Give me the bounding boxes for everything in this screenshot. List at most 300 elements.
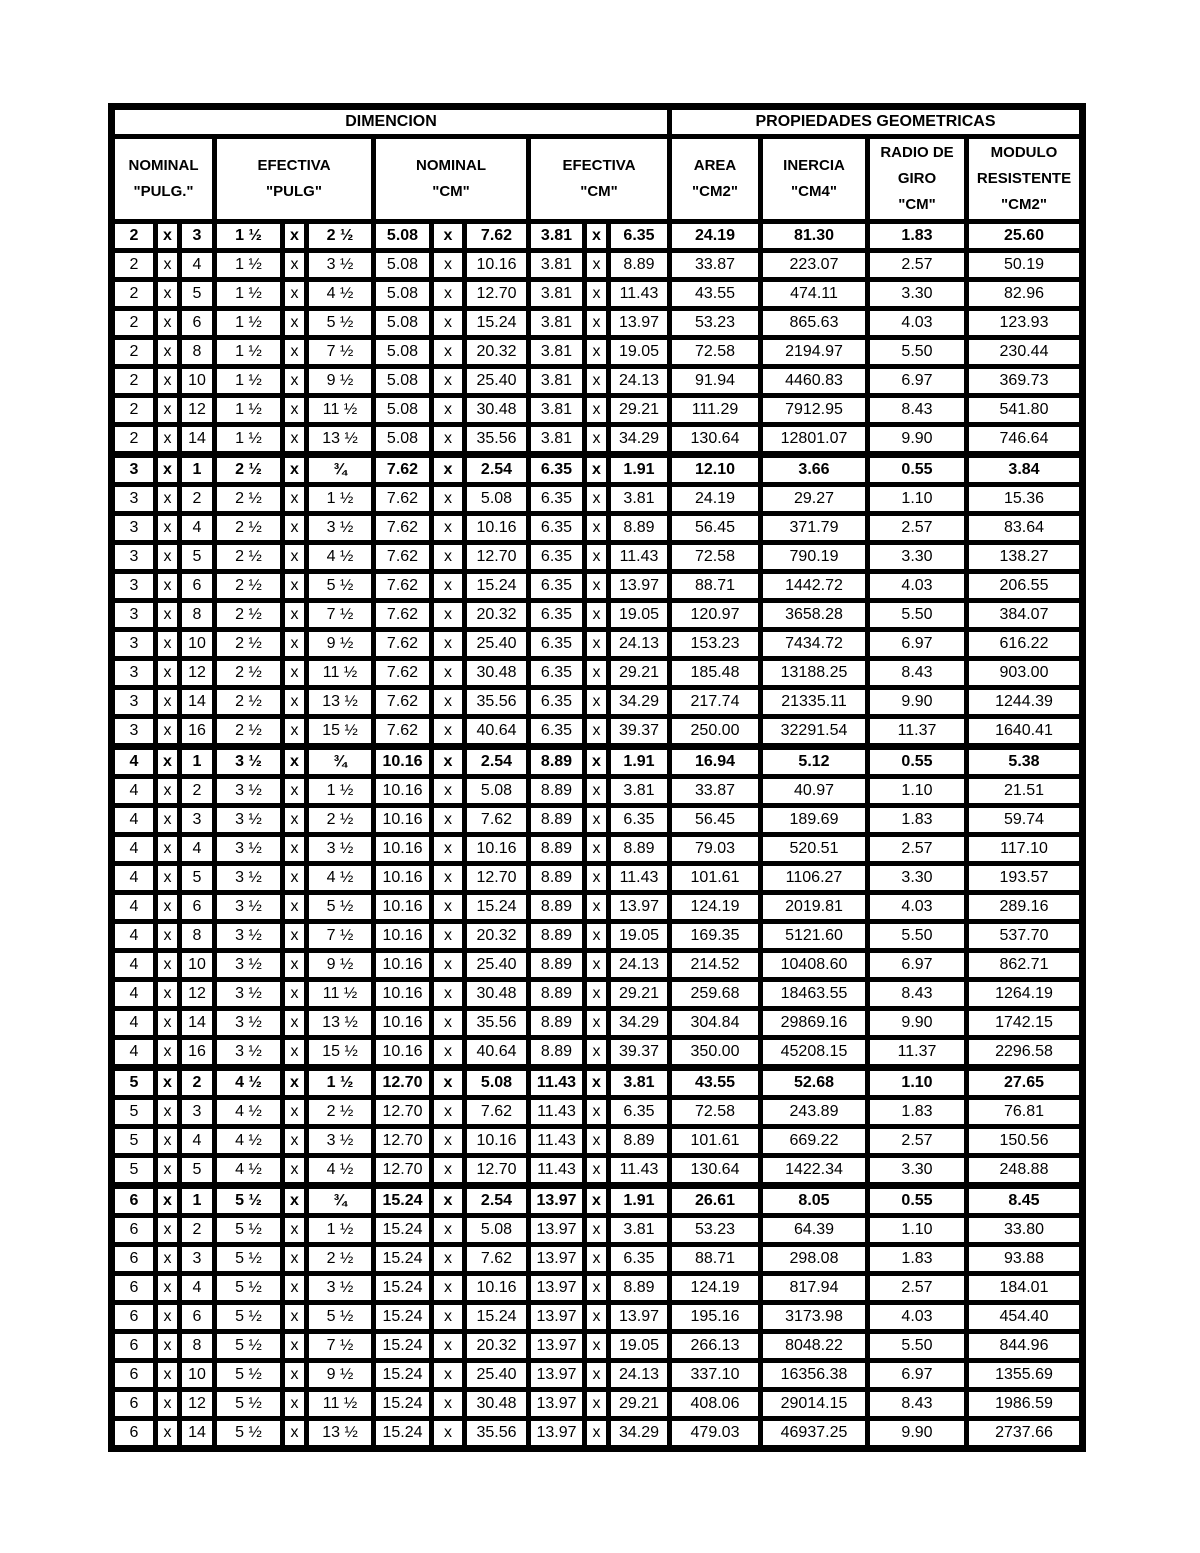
cell-efectiva-in-1: 1 ½	[216, 368, 281, 394]
x-separator: x	[284, 631, 305, 657]
cell-nominal-cm-1: 10.16	[375, 747, 430, 775]
cell-radio-giro: 8.43	[869, 981, 965, 1007]
cell-modulo: 93.88	[968, 1246, 1080, 1272]
cell-area: 43.55	[671, 1068, 759, 1096]
cell-efectiva-cm-2: 6.35	[610, 1099, 668, 1125]
lumber-properties-table	[108, 103, 1086, 1452]
cell-efectiva-cm-1: 13.97	[530, 1186, 583, 1214]
x-separator: x	[284, 778, 305, 804]
table-row	[114, 718, 1080, 744]
cell-inercia: 371.79	[762, 515, 866, 541]
cell-nominal-cm-1: 15.24	[375, 1391, 430, 1417]
x-separator: x	[586, 1039, 607, 1065]
x-separator: x	[284, 1186, 305, 1214]
cell-radio-giro: 3.30	[869, 1157, 965, 1183]
x-separator: x	[433, 1010, 463, 1036]
header-line: RESISTENTE	[976, 170, 1072, 187]
cell-efectiva-in-2: 15 ½	[308, 1039, 372, 1065]
cell-efectiva-in-2: 4 ½	[308, 1157, 372, 1183]
cell-efectiva-in-1: 2 ½	[216, 544, 281, 570]
cell-nominal-cm-1: 10.16	[375, 807, 430, 833]
cell-area: 120.97	[671, 602, 759, 628]
table-row	[114, 339, 1080, 365]
cell-area: 101.61	[671, 865, 759, 891]
cell-inercia: 12801.07	[762, 426, 866, 452]
cell-efectiva-in-2: 2 ½	[308, 807, 372, 833]
cell-nominal-cm-2: 5.08	[466, 486, 527, 512]
cell-nominal-cm-1: 7.62	[375, 486, 430, 512]
x-separator: x	[586, 747, 607, 775]
x-separator: x	[284, 1157, 305, 1183]
cell-nominal-in-2: 10	[181, 952, 213, 978]
x-separator: x	[586, 1362, 607, 1388]
cell-efectiva-in-2: 7 ½	[308, 923, 372, 949]
x-separator: x	[433, 1246, 463, 1272]
cell-radio-giro: 8.43	[869, 1391, 965, 1417]
x-separator: x	[433, 1157, 463, 1183]
table-row	[114, 631, 1080, 657]
cell-efectiva-in-1: 2 ½	[216, 455, 281, 483]
cell-nominal-in-2: 1	[181, 455, 213, 483]
cell-inercia: 520.51	[762, 836, 866, 862]
x-separator: x	[586, 426, 607, 452]
header-line: "CM2"	[1001, 196, 1047, 213]
cell-efectiva-cm-1: 11.43	[530, 1099, 583, 1125]
cell-nominal-in-1: 3	[114, 515, 154, 541]
cell-nominal-in-1: 4	[114, 1039, 154, 1065]
cell-inercia: 474.11	[762, 281, 866, 307]
cell-efectiva-in-2: 7 ½	[308, 1333, 372, 1359]
cell-nominal-in-2: 3	[181, 807, 213, 833]
cell-area: 169.35	[671, 923, 759, 949]
cell-inercia: 223.07	[762, 252, 866, 278]
cell-nominal-cm-1: 7.62	[375, 455, 430, 483]
x-separator: x	[157, 1099, 178, 1125]
cell-modulo: 1264.19	[968, 981, 1080, 1007]
cell-nominal-in-2: 16	[181, 718, 213, 744]
x-separator: x	[586, 544, 607, 570]
x-separator: x	[586, 1246, 607, 1272]
cell-inercia: 46937.25	[762, 1420, 866, 1446]
x-separator: x	[284, 952, 305, 978]
cell-radio-giro: 8.43	[869, 397, 965, 423]
cell-efectiva-cm-1: 13.97	[530, 1333, 583, 1359]
table-row	[114, 1391, 1080, 1417]
x-separator: x	[433, 865, 463, 891]
cell-modulo: 5.38	[968, 747, 1080, 775]
cell-nominal-cm-2: 2.54	[466, 1186, 527, 1214]
cell-efectiva-in-1: 3 ½	[216, 952, 281, 978]
cell-nominal-cm-1: 12.70	[375, 1128, 430, 1154]
cell-nominal-cm-1: 15.24	[375, 1304, 430, 1330]
cell-inercia: 669.22	[762, 1128, 866, 1154]
cell-efectiva-cm-1: 8.89	[530, 807, 583, 833]
cell-inercia: 16356.38	[762, 1362, 866, 1388]
cell-nominal-cm-2: 25.40	[466, 952, 527, 978]
cell-inercia: 3.66	[762, 455, 866, 483]
x-separator: x	[157, 894, 178, 920]
header-line: EFECTIVA	[562, 157, 636, 174]
cell-efectiva-cm-2: 3.81	[610, 778, 668, 804]
cell-radio-giro: 3.30	[869, 281, 965, 307]
header-inercia	[762, 138, 866, 220]
cell-inercia: 45208.15	[762, 1039, 866, 1065]
cell-efectiva-in-1: 4 ½	[216, 1128, 281, 1154]
x-separator: x	[586, 397, 607, 423]
cell-nominal-cm-2: 20.32	[466, 602, 527, 628]
cell-nominal-cm-1: 5.08	[375, 252, 430, 278]
cell-efectiva-in-1: 4 ½	[216, 1157, 281, 1183]
cell-efectiva-cm-2: 13.97	[610, 310, 668, 336]
cell-efectiva-cm-1: 8.89	[530, 923, 583, 949]
cell-modulo: 82.96	[968, 281, 1080, 307]
cell-radio-giro: 4.03	[869, 1304, 965, 1330]
cell-nominal-in-1: 2	[114, 281, 154, 307]
header-line: "CM"	[898, 196, 936, 213]
cell-nominal-cm-1: 7.62	[375, 689, 430, 715]
cell-inercia: 2019.81	[762, 894, 866, 920]
cell-nominal-in-1: 3	[114, 718, 154, 744]
x-separator: x	[157, 426, 178, 452]
cell-efectiva-cm-1: 13.97	[530, 1362, 583, 1388]
cell-efectiva-in-2: 3 ½	[308, 1275, 372, 1301]
x-separator: x	[433, 368, 463, 394]
cell-nominal-in-2: 1	[181, 1186, 213, 1214]
cell-efectiva-cm-1: 8.89	[530, 894, 583, 920]
x-separator: x	[284, 1099, 305, 1125]
cell-efectiva-cm-1: 6.35	[530, 515, 583, 541]
cell-nominal-in-2: 6	[181, 894, 213, 920]
x-separator: x	[586, 1010, 607, 1036]
cell-radio-giro: 6.97	[869, 952, 965, 978]
cell-efectiva-cm-2: 24.13	[610, 368, 668, 394]
table-row	[114, 865, 1080, 891]
x-separator: x	[284, 1304, 305, 1330]
cell-modulo: 76.81	[968, 1099, 1080, 1125]
cell-nominal-cm-2: 25.40	[466, 368, 527, 394]
cell-efectiva-in-2: 13 ½	[308, 1420, 372, 1446]
cell-nominal-in-1: 2	[114, 368, 154, 394]
cell-nominal-cm-2: 20.32	[466, 1333, 527, 1359]
cell-area: 33.87	[671, 778, 759, 804]
cell-efectiva-cm-2: 11.43	[610, 544, 668, 570]
cell-nominal-in-2: 5	[181, 544, 213, 570]
cell-nominal-cm-2: 12.70	[466, 865, 527, 891]
cell-modulo: 50.19	[968, 252, 1080, 278]
cell-nominal-in-2: 14	[181, 689, 213, 715]
cell-nominal-in-1: 2	[114, 310, 154, 336]
cell-nominal-cm-1: 5.08	[375, 281, 430, 307]
header-efectiva-pulg	[216, 138, 372, 220]
cell-nominal-in-1: 6	[114, 1217, 154, 1243]
cell-radio-giro: 1.10	[869, 778, 965, 804]
table-row	[114, 778, 1080, 804]
cell-nominal-in-2: 2	[181, 1068, 213, 1096]
cell-efectiva-in-1: 4 ½	[216, 1099, 281, 1125]
header-line: EFECTIVA	[257, 157, 331, 174]
x-separator: x	[586, 1217, 607, 1243]
x-separator: x	[586, 1128, 607, 1154]
x-separator: x	[586, 1391, 607, 1417]
cell-efectiva-cm-1: 11.43	[530, 1068, 583, 1096]
x-separator: x	[433, 807, 463, 833]
cell-area: 53.23	[671, 1217, 759, 1243]
x-separator: x	[433, 631, 463, 657]
x-separator: x	[157, 1068, 178, 1096]
x-separator: x	[586, 631, 607, 657]
x-separator: x	[157, 747, 178, 775]
x-separator: x	[433, 778, 463, 804]
cell-nominal-in-1: 3	[114, 689, 154, 715]
cell-efectiva-in-1: 5 ½	[216, 1275, 281, 1301]
x-separator: x	[586, 1333, 607, 1359]
cell-radio-giro: 9.90	[869, 689, 965, 715]
x-separator: x	[157, 1420, 178, 1446]
table-row	[114, 1186, 1080, 1214]
cell-nominal-in-2: 10	[181, 631, 213, 657]
cell-inercia: 1442.72	[762, 573, 866, 599]
x-separator: x	[586, 573, 607, 599]
cell-efectiva-in-2: 1 ½	[308, 778, 372, 804]
table-row	[114, 1246, 1080, 1272]
x-separator: x	[586, 368, 607, 394]
x-separator: x	[433, 1391, 463, 1417]
cell-efectiva-in-2: 2 ½	[308, 1246, 372, 1272]
x-separator: x	[157, 1333, 178, 1359]
x-separator: x	[586, 1420, 607, 1446]
x-separator: x	[284, 486, 305, 512]
x-separator: x	[586, 339, 607, 365]
cell-nominal-in-1: 6	[114, 1333, 154, 1359]
cell-nominal-in-1: 3	[114, 660, 154, 686]
cell-modulo: 384.07	[968, 602, 1080, 628]
cell-efectiva-cm-1: 8.89	[530, 952, 583, 978]
cell-efectiva-in-1: 1 ½	[216, 339, 281, 365]
cell-efectiva-cm-2: 8.89	[610, 1128, 668, 1154]
x-separator: x	[433, 1333, 463, 1359]
x-separator: x	[586, 515, 607, 541]
cell-efectiva-in-1: 1 ½	[216, 252, 281, 278]
x-separator: x	[157, 836, 178, 862]
cell-nominal-cm-2: 20.32	[466, 339, 527, 365]
table-row	[114, 660, 1080, 686]
header-line: AREA	[693, 157, 737, 174]
cell-inercia: 865.63	[762, 310, 866, 336]
x-separator: x	[586, 836, 607, 862]
x-separator: x	[157, 1304, 178, 1330]
cell-nominal-cm-1: 7.62	[375, 718, 430, 744]
cell-nominal-cm-1: 15.24	[375, 1217, 430, 1243]
cell-nominal-in-2: 8	[181, 923, 213, 949]
cell-radio-giro: 1.83	[869, 807, 965, 833]
cell-radio-giro: 11.37	[869, 718, 965, 744]
x-separator: x	[284, 339, 305, 365]
cell-inercia: 7912.95	[762, 397, 866, 423]
cell-area: 479.03	[671, 1420, 759, 1446]
cell-inercia: 298.08	[762, 1246, 866, 1272]
cell-modulo: 21.51	[968, 778, 1080, 804]
header-line: MODULO	[990, 144, 1058, 161]
cell-inercia: 52.68	[762, 1068, 866, 1096]
header-nominal-pulg	[114, 138, 213, 220]
x-separator: x	[157, 252, 178, 278]
x-separator: x	[586, 865, 607, 891]
cell-nominal-in-2: 5	[181, 1157, 213, 1183]
cell-efectiva-cm-1: 6.35	[530, 660, 583, 686]
cell-nominal-in-2: 4	[181, 252, 213, 278]
cell-nominal-in-1: 2	[114, 397, 154, 423]
cell-efectiva-cm-2: 19.05	[610, 339, 668, 365]
x-separator: x	[433, 602, 463, 628]
cell-modulo: 844.96	[968, 1333, 1080, 1359]
cell-nominal-cm-2: 30.48	[466, 397, 527, 423]
cell-efectiva-cm-1: 3.81	[530, 426, 583, 452]
cell-efectiva-cm-2: 11.43	[610, 1157, 668, 1183]
cell-radio-giro: 0.55	[869, 455, 965, 483]
cell-efectiva-in-2: 2 ½	[308, 223, 372, 249]
cell-area: 217.74	[671, 689, 759, 715]
cell-area: 111.29	[671, 397, 759, 423]
cell-nominal-cm-1: 5.08	[375, 310, 430, 336]
cell-efectiva-cm-1: 13.97	[530, 1304, 583, 1330]
x-separator: x	[433, 1068, 463, 1096]
cell-efectiva-cm-1: 3.81	[530, 339, 583, 365]
cell-area: 53.23	[671, 310, 759, 336]
cell-area: 26.61	[671, 1186, 759, 1214]
table-row	[114, 836, 1080, 862]
cell-radio-giro: 8.43	[869, 660, 965, 686]
header-line: "CM2"	[692, 183, 738, 200]
x-separator: x	[433, 1275, 463, 1301]
cell-area: 72.58	[671, 339, 759, 365]
table-row	[114, 281, 1080, 307]
x-separator: x	[284, 1391, 305, 1417]
cell-modulo: 289.16	[968, 894, 1080, 920]
cell-efectiva-cm-1: 13.97	[530, 1217, 583, 1243]
cell-efectiva-cm-2: 1.91	[610, 747, 668, 775]
x-separator: x	[433, 1128, 463, 1154]
cell-nominal-cm-1: 5.08	[375, 426, 430, 452]
x-separator: x	[157, 1362, 178, 1388]
cell-modulo: 2296.58	[968, 1039, 1080, 1065]
cell-nominal-in-2: 14	[181, 1010, 213, 1036]
table-row	[114, 1333, 1080, 1359]
cell-efectiva-cm-1: 3.81	[530, 310, 583, 336]
cell-nominal-cm-1: 7.62	[375, 544, 430, 570]
table-row	[114, 397, 1080, 423]
cell-efectiva-cm-2: 34.29	[610, 426, 668, 452]
x-separator: x	[284, 1068, 305, 1096]
cell-area: 101.61	[671, 1128, 759, 1154]
cell-efectiva-cm-1: 8.89	[530, 747, 583, 775]
table-body	[114, 223, 1080, 1446]
cell-efectiva-in-1: 2 ½	[216, 689, 281, 715]
cell-efectiva-in-2: 15 ½	[308, 718, 372, 744]
cell-efectiva-cm-2: 39.37	[610, 1039, 668, 1065]
x-separator: x	[586, 894, 607, 920]
cell-inercia: 3173.98	[762, 1304, 866, 1330]
x-separator: x	[157, 544, 178, 570]
x-separator: x	[157, 660, 178, 686]
cell-inercia: 4460.83	[762, 368, 866, 394]
table-row	[114, 486, 1080, 512]
cell-nominal-in-2: 12	[181, 660, 213, 686]
cell-efectiva-cm-1: 3.81	[530, 368, 583, 394]
cell-area: 24.19	[671, 223, 759, 249]
cell-modulo: 193.57	[968, 865, 1080, 891]
cell-nominal-cm-1: 15.24	[375, 1362, 430, 1388]
cell-efectiva-cm-1: 6.35	[530, 544, 583, 570]
x-separator: x	[586, 281, 607, 307]
table-row	[114, 1010, 1080, 1036]
cell-efectiva-cm-2: 34.29	[610, 1420, 668, 1446]
cell-efectiva-in-1: 3 ½	[216, 923, 281, 949]
cell-radio-giro: 3.30	[869, 544, 965, 570]
cell-nominal-cm-2: 5.08	[466, 1217, 527, 1243]
cell-efectiva-cm-1: 8.89	[530, 778, 583, 804]
cell-nominal-in-2: 3	[181, 1099, 213, 1125]
cell-efectiva-in-1: 1 ½	[216, 223, 281, 249]
cell-efectiva-in-1: 2 ½	[216, 718, 281, 744]
cell-modulo: 230.44	[968, 339, 1080, 365]
cell-nominal-cm-2: 30.48	[466, 660, 527, 686]
table-row	[114, 515, 1080, 541]
x-separator: x	[433, 660, 463, 686]
cell-efectiva-in-2: 3 ½	[308, 1128, 372, 1154]
x-separator: x	[284, 1039, 305, 1065]
cell-efectiva-in-1: 2 ½	[216, 573, 281, 599]
cell-inercia: 81.30	[762, 223, 866, 249]
cell-modulo: 746.64	[968, 426, 1080, 452]
cell-efectiva-in-1: 5 ½	[216, 1391, 281, 1417]
cell-radio-giro: 3.30	[869, 865, 965, 891]
cell-inercia: 7434.72	[762, 631, 866, 657]
cell-efectiva-cm-2: 24.13	[610, 631, 668, 657]
cell-nominal-in-1: 3	[114, 544, 154, 570]
x-separator: x	[157, 865, 178, 891]
header-row	[114, 138, 1080, 220]
cell-efectiva-in-2: 13 ½	[308, 689, 372, 715]
cell-nominal-cm-1: 10.16	[375, 1039, 430, 1065]
cell-nominal-cm-1: 12.70	[375, 1068, 430, 1096]
cell-nominal-in-1: 4	[114, 807, 154, 833]
cell-inercia: 5121.60	[762, 923, 866, 949]
table-row	[114, 1275, 1080, 1301]
cell-efectiva-in-2: 4 ½	[308, 865, 372, 891]
x-separator: x	[157, 981, 178, 1007]
cell-nominal-cm-1: 15.24	[375, 1333, 430, 1359]
cell-efectiva-in-2: 7 ½	[308, 339, 372, 365]
cell-radio-giro: 1.10	[869, 1068, 965, 1096]
x-separator: x	[284, 1128, 305, 1154]
cell-area: 88.71	[671, 573, 759, 599]
cell-inercia: 40.97	[762, 778, 866, 804]
cell-nominal-in-1: 3	[114, 486, 154, 512]
cell-efectiva-cm-2: 3.81	[610, 486, 668, 512]
cell-modulo: 1742.15	[968, 1010, 1080, 1036]
cell-inercia: 2194.97	[762, 339, 866, 365]
x-separator: x	[284, 747, 305, 775]
cell-nominal-cm-1: 10.16	[375, 923, 430, 949]
cell-modulo: 138.27	[968, 544, 1080, 570]
table-row	[114, 1420, 1080, 1446]
x-separator: x	[157, 368, 178, 394]
cell-efectiva-in-2: 13 ½	[308, 1010, 372, 1036]
cell-nominal-cm-2: 2.54	[466, 747, 527, 775]
x-separator: x	[586, 223, 607, 249]
cell-efectiva-cm-2: 29.21	[610, 981, 668, 1007]
x-separator: x	[586, 310, 607, 336]
